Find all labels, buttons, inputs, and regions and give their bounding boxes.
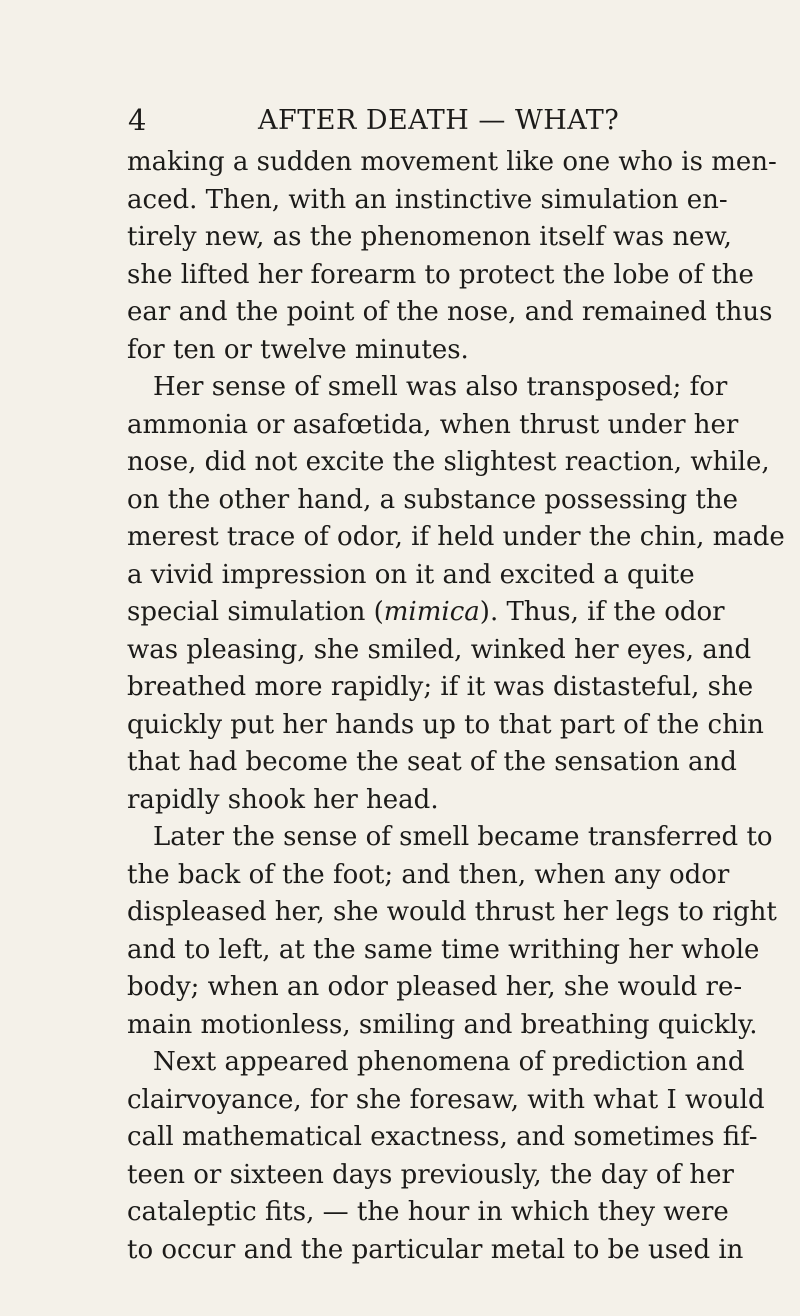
text-line: merest trace of odor, if held under the chin, made bbox=[127, 522, 785, 552]
text-line: nose, did not excite the slightest reaction, while, bbox=[127, 447, 770, 477]
text-line: for ten or twelve minutes. bbox=[127, 334, 469, 365]
text-line: aced. Then, with an instinctive simulation en- bbox=[127, 184, 728, 215]
text-line: clairvoyance, for she foresaw, with what I would bbox=[127, 1084, 765, 1115]
text-line: cataleptic fits, — the hour in which they were bbox=[127, 1197, 729, 1227]
text-line: and to left, at the same time writhing her whole bbox=[127, 934, 760, 965]
text-line: tirely new, as the phenomenon itself was new, bbox=[127, 222, 732, 252]
text-line: call mathematical exactness, and sometimes fif- bbox=[127, 1122, 758, 1152]
text-line: breathed more rapidly; if it was distasteful, she bbox=[127, 672, 754, 702]
text-line: quickly put her hands up to that part of the chin bbox=[127, 709, 764, 740]
text-line: she lifted her forearm to protect the lobe of the bbox=[127, 259, 754, 290]
text-line: rapidly shook her head. bbox=[127, 784, 439, 815]
text-line-with-italic bbox=[127, 594, 725, 632]
text-line: ear and the point of the nose, and remained thus bbox=[127, 297, 773, 327]
text-line: Her sense of smell was also transposed; for bbox=[153, 372, 728, 402]
text-line: body; when an odor pleased her, she would re- bbox=[127, 972, 743, 1002]
text-line: teen or sixteen days previously, the day of her bbox=[127, 1159, 734, 1190]
text-line: making a sudden movement like one who is men- bbox=[127, 147, 777, 177]
text-line: Next appeared phenomena of prediction and bbox=[153, 1047, 745, 1077]
text-segment: special simulation ( bbox=[127, 597, 384, 627]
text-line: ammonia or asafœtida, when thrust under her bbox=[127, 409, 739, 440]
text-line: to occur and the particular metal to be used in bbox=[127, 1234, 744, 1265]
running-head: AFTER DEATH — WHAT? bbox=[258, 105, 620, 136]
text-line: a vivid impression on it and excited a quite bbox=[127, 559, 695, 590]
text-line: on the other hand, a substance possessing the bbox=[127, 484, 738, 515]
body-text bbox=[127, 144, 785, 1269]
text-line: displeased her, she would thrust her legs to right bbox=[127, 897, 777, 927]
text-line: was pleasing, she smiled, winked her eyes, and bbox=[127, 634, 752, 665]
text-line: main motionless, smiling and breathing quickly. bbox=[127, 1009, 758, 1040]
text-line: Later the sense of smell became transferred to bbox=[153, 822, 773, 852]
page-number: 4 bbox=[128, 103, 147, 137]
text-segment: ). Thus, if the odor bbox=[479, 597, 725, 627]
italic-term: mimica bbox=[383, 597, 480, 627]
text-line: that had become the seat of the sensation and bbox=[127, 747, 737, 777]
text-line: the back of the foot; and then, when any odor bbox=[127, 859, 730, 890]
